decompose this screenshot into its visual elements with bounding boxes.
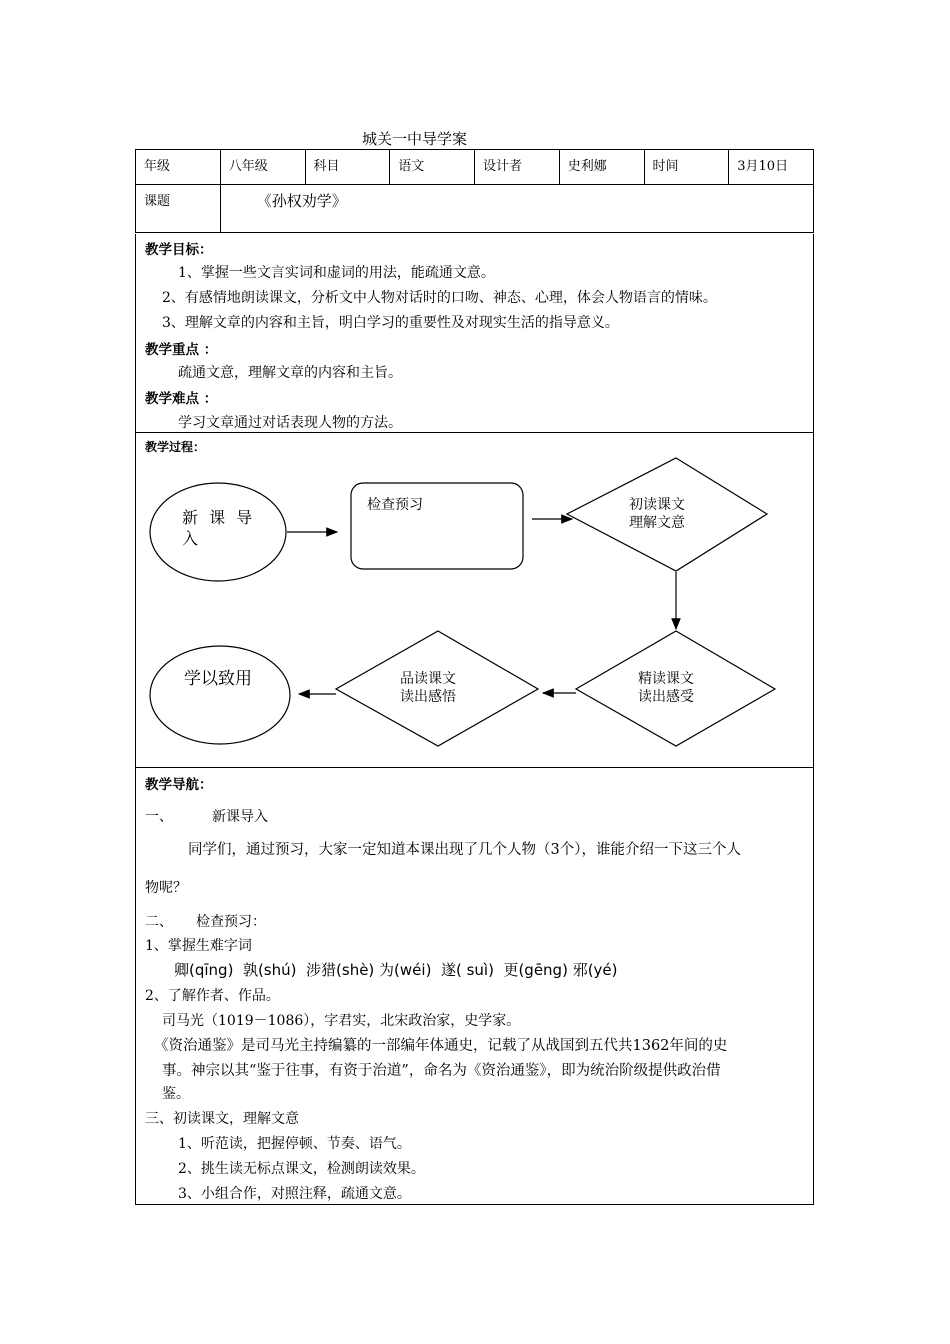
subject-value: 语文: [390, 150, 475, 185]
flow-node-apply-label: 学以致用: [184, 669, 252, 689]
paragraph-line: 司马光（1019－1086），字君实，北宋政治家，史学家。: [162, 1013, 521, 1029]
key-point-heading: 教学重点 ：: [145, 342, 218, 358]
document-title: 城关一中导学案: [362, 130, 468, 148]
topic-row: [136, 185, 814, 233]
objectives-section: [135, 234, 814, 433]
list-item: 1、听范读，把握停顿、节奏、语气。: [178, 1136, 411, 1152]
flow-node-new-lesson: [150, 483, 286, 581]
flow-node-intensive-read-label: 读出感受: [638, 689, 694, 705]
list-item: 1、掌握生难字词: [145, 938, 252, 954]
header-table: [135, 149, 814, 233]
process-heading: 教学过程：: [145, 440, 206, 454]
time-label: 时间: [644, 150, 729, 185]
time-value: 3月10日: [729, 150, 814, 185]
flow-node-apply: [150, 646, 290, 744]
flow-node-intensive-read-label: 精读课文: [638, 671, 694, 687]
paragraph-line: 《资治通鉴》是司马光主持编纂的一部编年体通史，记载了从战国到五代共1362年间的史: [154, 1038, 728, 1054]
subject-label: 科目: [305, 150, 390, 185]
process-section: [135, 433, 814, 768]
section-title: 新课导入: [212, 809, 268, 825]
paragraph-line: 事。神宗以其“鉴于往事，有资于治道”，命名为《资治通鉴》，即为统治阶级提供政治借: [162, 1063, 721, 1079]
navigation-section: [135, 768, 814, 1205]
process-flowchart: [136, 433, 813, 767]
section-title: 三、初读课文，理解文意: [145, 1111, 299, 1127]
objective-item: 3、理解文章的内容和主旨，明白学习的重要性及对现实生活的指导意义。: [162, 315, 619, 331]
section-title: 检查预习：: [196, 914, 266, 930]
grade-value: 八年级: [220, 150, 305, 185]
list-item: 3、小组合作，对照注释，疏通文意。: [178, 1186, 411, 1202]
paragraph-line: 鉴。: [162, 1086, 190, 1102]
section-number: 二、: [145, 914, 173, 930]
flow-node-savor-read-label: 读出感悟: [400, 689, 456, 705]
flow-node-first-read-label: 初读课文: [629, 497, 685, 513]
topic-label: 课题: [136, 185, 221, 233]
paragraph-line: 物呢？: [145, 880, 187, 896]
designer-label: 设计者: [475, 150, 560, 185]
paragraph-line: 同学们，通过预习，大家一定知道本课出现了几个人物（3个），谁能介绍一下这三个人: [188, 842, 741, 858]
topic-value: 《孙权劝学》: [220, 185, 813, 233]
designer-value: 史利娜: [559, 150, 644, 185]
difficult-point-text: 学习文章通过对话表现人物的方法。: [178, 415, 402, 431]
section-number: 一、: [145, 809, 173, 825]
flow-node-check-preview-label: 检查预习: [367, 497, 423, 513]
header-row: [136, 150, 814, 185]
list-item: 2、挑生读无标点课文，检测朗读效果。: [178, 1161, 425, 1177]
navigation-heading: 教学导航：: [145, 777, 213, 793]
grade-label: 年级: [136, 150, 221, 185]
objective-item: 1、掌握一些文言实词和虚词的用法，能疏通文意。: [178, 265, 495, 281]
key-point-text: 疏通文意，理解文章的内容和主旨。: [178, 365, 402, 381]
difficult-point-heading: 教学难点 ：: [145, 391, 218, 407]
flow-node-new-lesson-label: 新 课 导: [182, 508, 256, 527]
flow-node-new-lesson-label: 入: [182, 529, 199, 548]
flow-node-first-read-label: 理解文意: [629, 515, 685, 531]
objectives-heading: 教学目标：: [145, 242, 213, 258]
objective-item: 2、有感情地朗读课文，分析文中人物对话时的口吻、神态、心理，体会人物语言的情味。: [162, 290, 717, 306]
pinyin-line: 卿(qīng) 孰(shú) 涉猎(shè) 为(wéi) 遂( suì) 更(gēng) 邪(yé): [174, 961, 618, 979]
list-item: 2、了解作者、作品。: [145, 988, 280, 1004]
flow-node-savor-read-label: 品读课文: [400, 671, 456, 687]
flow-node-check-preview: [351, 483, 523, 569]
